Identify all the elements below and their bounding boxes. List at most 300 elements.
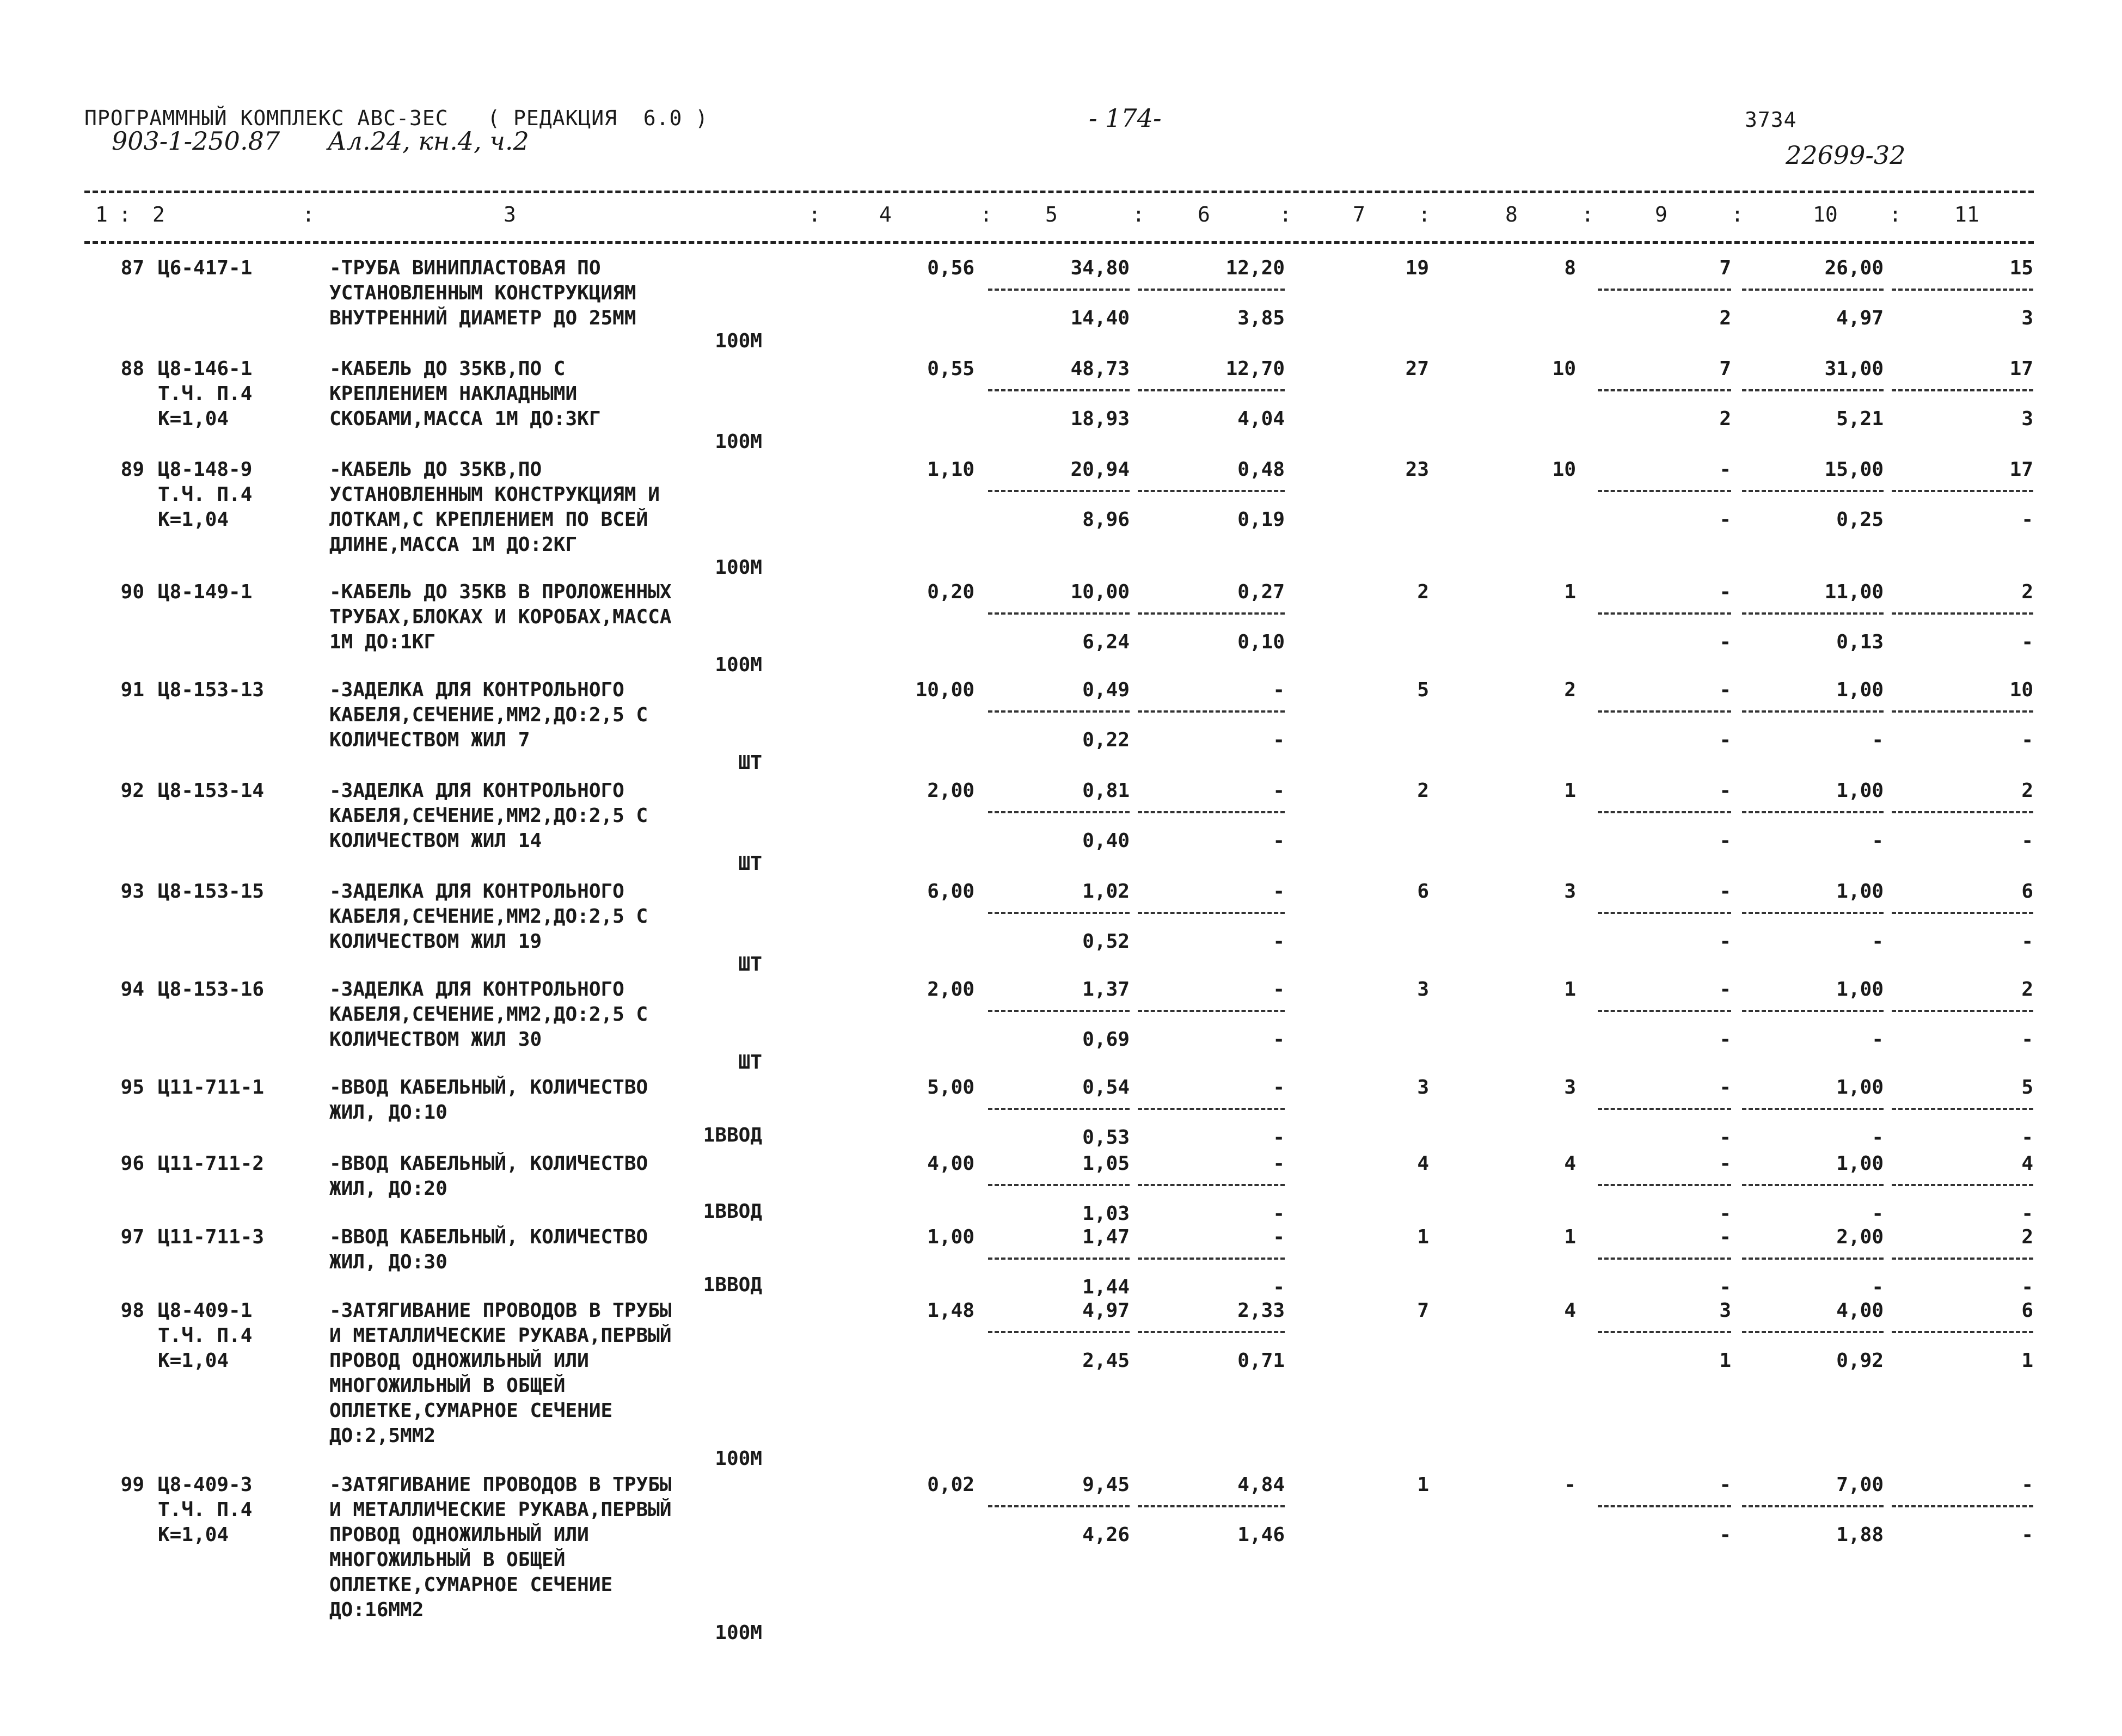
work-description: УСТАНОВЛЕННЫМ КОНСТРУКЦИЯМ И [329,483,660,506]
value-col-11: 3 [2021,307,2033,329]
value-col-7: 7 [1417,1299,1429,1322]
subtotal-divider [1598,1108,1731,1110]
value-col-7: 2 [1417,780,1429,802]
subtotal-divider [1138,1257,1285,1260]
value-col-6: - [1273,930,1285,953]
value-col-8: 1 [1564,581,1576,603]
value-col-5: 0,69 [1082,1028,1130,1051]
work-description: КАБЕЛЯ,СЕЧЕНИЕ,ММ2,ДО:2,5 С [329,1003,648,1026]
unit-of-measure: 1ВВОД [703,1124,762,1146]
value-col-4: 1,48 [927,1299,974,1322]
value-col-9: - [1719,1226,1731,1248]
row-number: 98 [120,1299,144,1322]
subtotal-divider [1892,811,2033,813]
subtotal-divider [1892,490,2033,492]
value-col-4: 10,00 [915,679,974,701]
value-col-11: - [2021,1474,2033,1496]
document-number: 3734 [1745,108,1797,132]
row-number: 99 [120,1474,144,1496]
work-description: -КАБЕЛЬ ДО 35КВ,ПО [329,458,542,481]
subtotal-divider [1598,1505,1731,1507]
norm-code: К=1,04 [158,1349,229,1372]
value-col-10: 15,00 [1824,458,1884,481]
subtotal-divider [1742,389,1884,391]
value-col-10: - [1872,830,1884,852]
value-col-8: 4 [1564,1152,1576,1175]
subtotal-divider [1138,289,1285,291]
norm-code: Ц11-711-1 [158,1076,265,1099]
header-top-rule [84,191,2034,193]
value-col-10: - [1872,1276,1884,1298]
value-col-11: - [2021,1524,2033,1546]
subtotal-divider [1742,1184,1884,1186]
column-header-5: 5 [1045,203,1058,226]
row-number: 95 [120,1076,144,1099]
value-col-10: 26,00 [1824,257,1884,279]
value-col-11: - [2021,1028,2033,1051]
subtotal-divider [1892,912,2033,914]
subtotal-divider [1598,811,1731,813]
norm-code: Ц8-153-13 [158,679,265,701]
subtotal-divider [988,1184,1130,1186]
column-separator: : [808,203,821,226]
value-col-6: 4,04 [1237,408,1285,430]
value-col-11: 4 [2021,1152,2033,1175]
work-description: -ЗАДЕЛКА ДЛЯ КОНТРОЛЬНОГО [329,880,624,903]
value-col-6: 0,27 [1237,581,1285,603]
unit-of-measure: 100М [715,330,762,352]
norm-code: К=1,04 [158,1524,229,1546]
work-description: КОЛИЧЕСТВОМ ЖИЛ 7 [329,729,530,751]
value-col-11: 1 [2021,1349,2033,1372]
subtotal-divider [1138,1184,1285,1186]
value-col-9: - [1719,1028,1731,1051]
value-col-10: - [1872,1203,1884,1225]
value-col-5: 10,00 [1070,581,1130,603]
subtotal-divider [1598,490,1731,492]
row-number: 94 [120,978,144,1001]
value-col-7: 23 [1405,458,1429,481]
subtotal-divider [988,612,1130,615]
subtotal-divider [1138,1010,1285,1012]
work-description: ЖИЛ, ДО:10 [329,1101,447,1124]
value-col-5: 0,54 [1082,1076,1130,1099]
unit-of-measure: 100М [715,1447,762,1470]
row-number: 91 [120,679,144,701]
value-col-4: 2,00 [927,978,974,1001]
value-col-11: 6 [2021,880,2033,903]
row-number: 96 [120,1152,144,1175]
value-col-10: 0,92 [1836,1349,1884,1372]
value-col-9: - [1719,729,1731,751]
value-col-5: 1,47 [1082,1226,1130,1248]
row-number: 90 [120,581,144,603]
work-description: -ВВОД КАБЕЛЬНЫЙ, КОЛИЧЕСТВО [329,1076,648,1099]
subtotal-divider [988,1108,1130,1110]
value-col-9: - [1719,1152,1731,1175]
norm-code: Ц8-148-9 [158,458,253,481]
work-description: ВНУТРЕННИЙ ДИАМЕТР ДО 25ММ [329,307,636,329]
work-description: КАБЕЛЯ,СЕЧЕНИЕ,ММ2,ДО:2,5 С [329,704,648,726]
value-col-4: 0,20 [927,581,974,603]
value-col-9: - [1719,1474,1731,1496]
value-col-11: 2 [2021,780,2033,802]
work-description: УСТАНОВЛЕННЫМ КОНСТРУКЦИЯМ [329,282,636,304]
value-col-5: 0,40 [1082,830,1130,852]
value-col-10: 1,00 [1836,1076,1884,1099]
value-col-5: 1,02 [1082,880,1130,903]
norm-code: Ц8-149-1 [158,581,253,603]
work-description: ОПЛЕТКЕ,СУМАРНОЕ СЕЧЕНИЕ [329,1400,613,1422]
work-description: МНОГОЖИЛЬНЫЙ В ОБЩЕЙ [329,1375,566,1397]
header-bottom-rule [84,241,2034,244]
work-description: КОЛИЧЕСТВОМ ЖИЛ 19 [329,930,542,953]
value-col-11: 17 [2009,358,2033,380]
subtotal-divider [1742,289,1884,291]
subtotal-divider [1138,490,1285,492]
column-separator: : [1889,203,1902,226]
value-col-11: 15 [2009,257,2033,279]
value-col-11: 3 [2021,408,2033,430]
column-separator: : [119,203,131,226]
subtotal-divider [1598,912,1731,914]
norm-code: К=1,04 [158,408,229,430]
value-col-10: 1,00 [1836,780,1884,802]
value-col-5: 20,94 [1070,458,1130,481]
value-col-5: 0,22 [1082,729,1130,751]
subtotal-divider [1742,811,1884,813]
value-col-9: 2 [1719,307,1731,329]
subtotal-divider [1742,1010,1884,1012]
value-col-11: 5 [2021,1076,2033,1099]
value-col-9: - [1719,458,1731,481]
value-col-9: - [1719,978,1731,1001]
value-col-11: - [2021,729,2033,751]
value-col-10: 31,00 [1824,358,1884,380]
value-col-10: 0,13 [1836,631,1884,653]
work-description: КАБЕЛЯ,СЕЧЕНИЕ,ММ2,ДО:2,5 С [329,805,648,827]
value-col-8: 1 [1564,1226,1576,1248]
value-col-8: 8 [1564,257,1576,279]
value-col-9: 3 [1719,1299,1731,1322]
column-header-6: 6 [1198,203,1210,226]
value-col-9: - [1719,830,1731,852]
subtotal-divider [988,1257,1130,1260]
value-col-7: 3 [1417,978,1429,1001]
norm-code: Ц8-409-1 [158,1299,253,1322]
value-col-9: 7 [1719,358,1731,380]
value-col-7: 1 [1417,1226,1429,1248]
work-description: ЖИЛ, ДО:20 [329,1177,447,1200]
work-description: ДЛИНЕ,МАССА 1М ДО:2КГ [329,533,578,556]
column-separator: : [980,203,992,226]
subtotal-divider [1742,912,1884,914]
value-col-10: - [1872,930,1884,953]
value-col-10: - [1872,729,1884,751]
row-number: 97 [120,1226,144,1248]
work-description: -ТРУБА ВИНИПЛАСТОВАЯ ПО [329,257,601,279]
value-col-7: 1 [1417,1474,1429,1496]
value-col-6: - [1273,880,1285,903]
norm-code: Ц8-153-15 [158,880,265,903]
subtotal-divider [1892,289,2033,291]
norm-code: К=1,04 [158,508,229,531]
norm-code: Ц11-711-2 [158,1152,265,1175]
subtotal-divider [1598,1010,1731,1012]
work-description: ПРОВОД ОДНОЖИЛЬНЫЙ ИЛИ [329,1349,589,1372]
work-description: ДО:16ММ2 [329,1599,424,1621]
unit-of-measure: ШТ [738,953,762,976]
value-col-9: - [1719,679,1731,701]
unit-of-measure: 100М [715,556,762,579]
value-col-9: - [1719,1076,1731,1099]
value-col-8: 1 [1564,978,1576,1001]
column-header-10: 10 [1813,203,1838,226]
value-col-11: - [2021,1203,2033,1225]
subtotal-divider [1138,811,1285,813]
value-col-10: - [1872,1028,1884,1051]
value-col-6: 12,70 [1225,358,1285,380]
value-col-11: 2 [2021,978,2033,1001]
subtotal-divider [988,490,1130,492]
subtotal-divider [1892,1108,2033,1110]
work-description: -ЗАТЯГИВАНИЕ ПРОВОДОВ В ТРУБЫ [329,1299,672,1322]
handwritten-doc-number: 22699-32 [1786,140,1906,170]
value-col-4: 4,00 [927,1152,974,1175]
subtotal-divider [1892,389,2033,391]
value-col-7: 27 [1405,358,1429,380]
value-col-5: 4,97 [1082,1299,1130,1322]
value-col-9: - [1719,930,1731,953]
value-col-8: 3 [1564,1076,1576,1099]
value-col-6: - [1273,1226,1285,1248]
value-col-11: 10 [2009,679,2033,701]
value-col-5: 34,80 [1070,257,1130,279]
value-col-6: 0,19 [1237,508,1285,531]
work-description: -ВВОД КАБЕЛЬНЫЙ, КОЛИЧЕСТВО [329,1152,648,1175]
norm-code: Ц8-153-14 [158,780,265,802]
work-description: ТРУБАХ,БЛОКАХ И КОРОБАХ,МАССА [329,606,672,628]
value-col-5: 9,45 [1082,1474,1130,1496]
subtotal-divider [1138,912,1285,914]
value-col-6: - [1273,729,1285,751]
value-col-11: - [2021,1276,2033,1298]
column-header-1: 1 [95,203,108,226]
subtotal-divider [1742,1505,1884,1507]
value-col-10: 1,00 [1836,880,1884,903]
unit-of-measure: 1ВВОД [703,1200,762,1223]
value-col-6: - [1273,1028,1285,1051]
value-col-5: 4,26 [1082,1524,1130,1546]
value-col-8: 10 [1552,358,1576,380]
work-description: -КАБЕЛЬ ДО 35КВ В ПРОЛОЖЕННЫХ [329,581,672,603]
subtotal-divider [1598,1331,1731,1333]
value-col-9: - [1719,880,1731,903]
value-col-6: - [1273,679,1285,701]
value-col-9: - [1719,508,1731,531]
work-description: КОЛИЧЕСТВОМ ЖИЛ 14 [329,830,542,852]
value-col-4: 0,02 [927,1474,974,1496]
unit-of-measure: 100М [715,431,762,453]
value-col-10: 5,21 [1836,408,1884,430]
value-col-6: 1,46 [1237,1524,1285,1546]
value-col-6: 4,84 [1237,1474,1285,1496]
value-col-5: 0,53 [1082,1126,1130,1149]
column-header-9: 9 [1655,203,1667,226]
subtotal-divider [1892,1257,2033,1260]
work-description: ЛОТКАМ,С КРЕПЛЕНИЕМ ПО ВСЕЙ [329,508,648,531]
norm-code: Т.Ч. П.4 [158,1324,253,1347]
unit-of-measure: ШТ [738,1051,762,1074]
unit-of-measure: ШТ [738,752,762,774]
value-col-10: - [1872,1126,1884,1149]
subtotal-divider [1742,1257,1884,1260]
row-number: 92 [120,780,144,802]
value-col-6: 0,48 [1237,458,1285,481]
value-col-11: 2 [2021,1226,2033,1248]
subtotal-divider [1598,1257,1731,1260]
subtotal-divider [1892,710,2033,713]
norm-code: Ц8-153-16 [158,978,265,1001]
work-description: -КАБЕЛЬ ДО 35КВ,ПО С [329,358,566,380]
value-col-5: 1,05 [1082,1152,1130,1175]
norm-code: Ц6-417-1 [158,257,253,279]
value-col-5: 48,73 [1070,358,1130,380]
work-description: КРЕПЛЕНИЕМ НАКЛАДНЫМИ [329,383,578,405]
value-col-10: 7,00 [1836,1474,1884,1496]
work-description: -ЗАТЯГИВАНИЕ ПРОВОДОВ В ТРУБЫ [329,1474,672,1496]
subtotal-divider [1598,612,1731,615]
subtotal-divider [1892,1184,2033,1186]
column-separator: : [1581,203,1594,226]
value-col-10: 1,00 [1836,978,1884,1001]
unit-of-measure: 100М [715,654,762,676]
row-number: 87 [120,257,144,279]
subtotal-divider [1138,1505,1285,1507]
column-header-11: 11 [1954,203,1979,226]
subtotal-divider [1598,289,1731,291]
value-col-10: 4,97 [1836,307,1884,329]
value-col-6: - [1273,830,1285,852]
value-col-9: - [1719,780,1731,802]
column-separator: : [1132,203,1145,226]
value-col-11: - [2021,830,2033,852]
norm-code: Т.Ч. П.4 [158,383,253,405]
value-col-5: 0,49 [1082,679,1130,701]
value-col-5: 18,93 [1070,408,1130,430]
subtotal-divider [1742,1331,1884,1333]
work-description: -ВВОД КАБЕЛЬНЫЙ, КОЛИЧЕСТВО [329,1226,648,1248]
value-col-11: 2 [2021,581,2033,603]
value-col-11: 6 [2021,1299,2033,1322]
value-col-10: 4,00 [1836,1299,1884,1322]
norm-code: Ц8-146-1 [158,358,253,380]
norm-code: Т.Ч. П.4 [158,1499,253,1521]
page-number: - 174- [1089,103,1162,133]
subtotal-divider [988,811,1130,813]
value-col-4: 2,00 [927,780,974,802]
subtotal-divider [988,389,1130,391]
work-description: ПРОВОД ОДНОЖИЛЬНЫЙ ИЛИ [329,1524,589,1546]
column-separator: : [1418,203,1431,226]
value-col-6: - [1273,1276,1285,1298]
value-col-5: 0,81 [1082,780,1130,802]
subtotal-divider [1892,612,2033,615]
value-col-9: - [1719,631,1731,653]
value-col-6: - [1273,1152,1285,1175]
column-separator: : [1731,203,1744,226]
subtotal-divider [1138,1331,1285,1333]
value-col-8: 1 [1564,780,1576,802]
value-col-11: - [2021,1126,2033,1149]
norm-code: Ц8-409-3 [158,1474,253,1496]
value-col-6: - [1273,780,1285,802]
column-separator: : [302,203,315,226]
value-col-7: 2 [1417,581,1429,603]
value-col-4: 0,56 [927,257,974,279]
value-col-6: 0,71 [1237,1349,1285,1372]
value-col-7: 6 [1417,880,1429,903]
subtotal-divider [1138,1108,1285,1110]
value-col-8: 10 [1552,458,1576,481]
value-col-6: - [1273,978,1285,1001]
subtotal-divider [988,1331,1130,1333]
subtotal-divider [1892,1331,2033,1333]
value-col-9: - [1719,1276,1731,1298]
value-col-7: 4 [1417,1152,1429,1175]
value-col-6: 3,85 [1237,307,1285,329]
value-col-7: 3 [1417,1076,1429,1099]
work-description: -ЗАДЕЛКА ДЛЯ КОНТРОЛЬНОГО [329,679,624,701]
value-col-9: - [1719,1524,1731,1546]
value-col-6: - [1273,1203,1285,1225]
subtotal-divider [1598,389,1731,391]
value-col-6: 0,10 [1237,631,1285,653]
work-description: И МЕТАЛЛИЧЕСКИЕ РУКАВА,ПЕРВЫЙ [329,1324,672,1347]
value-col-11: - [2021,930,2033,953]
subtotal-divider [988,912,1130,914]
value-col-10: 1,00 [1836,1152,1884,1175]
value-col-5: 8,96 [1082,508,1130,531]
value-col-5: 1,03 [1082,1203,1130,1225]
subtotal-divider [988,710,1130,713]
value-col-7: 19 [1405,257,1429,279]
value-col-8: 3 [1564,880,1576,903]
norm-code: Т.Ч. П.4 [158,483,253,506]
subtotal-divider [1742,612,1884,615]
value-col-5: 1,44 [1082,1276,1130,1298]
value-col-8: 2 [1564,679,1576,701]
value-col-4: 1,00 [927,1226,974,1248]
value-col-9: - [1719,1203,1731,1225]
value-col-7: 5 [1417,679,1429,701]
subtotal-divider [1598,710,1731,713]
subtotal-divider [988,1010,1130,1012]
column-header-3: 3 [504,203,516,226]
value-col-11: 17 [2009,458,2033,481]
value-col-9: 1 [1719,1349,1731,1372]
column-header-7: 7 [1353,203,1365,226]
row-number: 88 [120,358,144,380]
value-col-5: 6,24 [1082,631,1130,653]
value-col-6: - [1273,1076,1285,1099]
unit-of-measure: 1ВВОД [703,1274,762,1296]
value-col-11: - [2021,631,2033,653]
value-col-11: - [2021,508,2033,531]
work-description: КОЛИЧЕСТВОМ ЖИЛ 30 [329,1028,542,1051]
unit-of-measure: ШТ [738,852,762,875]
value-col-10: 2,00 [1836,1226,1884,1248]
